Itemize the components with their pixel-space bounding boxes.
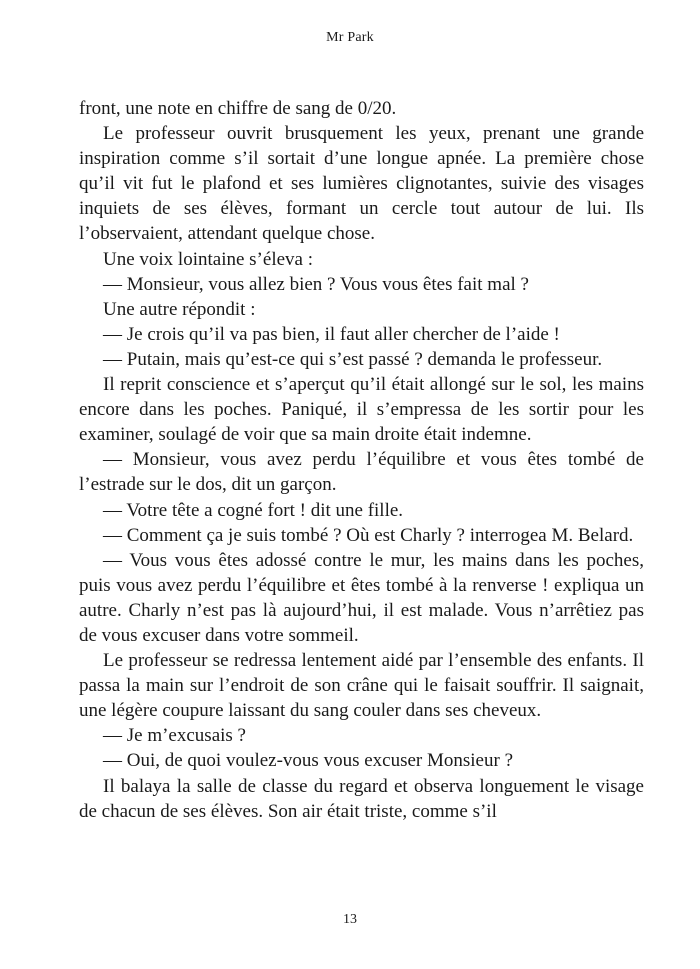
dialogue-line: — Je crois qu’il va pas bien, il faut aller chercher de l’aide ! (103, 323, 560, 345)
paragraph: Une voix lointaine s’éleva : (103, 248, 313, 270)
dialogue-line: — Monsieur, vous avez perdu l’équilibre et vous êtes tombé de l’estrade sur le dos, dit un garçon. (79, 449, 644, 496)
body-text (79, 96, 644, 824)
paragraph: Il balaya la salle de classe du regard et observa longuement le visage de chacun de ses élèves. Son air était triste, comme s’il (79, 775, 644, 822)
dialogue-line: — Oui, de quoi voulez-vous vous excuser Monsieur ? (103, 750, 514, 772)
dialogue-line: — Votre tête a cogné fort ! dit une fille. (103, 499, 404, 521)
running-head: Mr Park (326, 30, 374, 45)
paragraph: Une autre répondit : (103, 298, 256, 320)
paragraph: front, une note en chiffre de sang de 0/20. (79, 98, 397, 119)
dialogue-line: — Vous vous êtes adossé contre le mur, les mains dans les poches, puis vous avez perdu l’équilibre et êtes tombé à la renverse ! expliqua un autre. Charly n’est pas là aujourd’hui, il est malade. Vous n’arrêtiez pas de vous excuser dans votre sommeil. (79, 549, 644, 646)
dialogue-line: — Monsieur, vous allez bien ? Vous vous êtes fait mal ? (103, 273, 529, 295)
paragraph: Le professeur se redressa lentement aidé par l’ensemble des enfants. Il passa la main sur l’endroit de son crâne qui le faisait souffrir. Il saignait, une légère coupure laissant du sang couler dans ses cheveux. (79, 650, 644, 722)
dialogue-line: — Putain, mais qu’est-ce qui s’est passé ? demanda le professeur. (103, 348, 603, 370)
page-number: 13 (343, 912, 357, 927)
dialogue-line: — Je m’excusais ? (103, 725, 246, 747)
paragraph: Le professeur ouvrit brusquement les yeux, prenant une grande inspiration comme s’il sortait d’une longue apnée. La première chose qu’il vit fut le plafond et ses lumières clignotantes, suivie des visages inquiets de ses élèves, formant un cercle tout autour de lui. Ils l’observaient, attendant quelque chose. (79, 123, 644, 245)
paragraph: Il reprit conscience et s’aperçut qu’il était allongé sur le sol, les mains encore dans les poches. Paniqué, il s’empressa de les sortir pour les examiner, soulagé de voir que sa main droite était indemne. (79, 374, 644, 446)
dialogue-line: — Comment ça je suis tombé ? Où est Charly ? interrogea M. Belard. (103, 524, 634, 546)
